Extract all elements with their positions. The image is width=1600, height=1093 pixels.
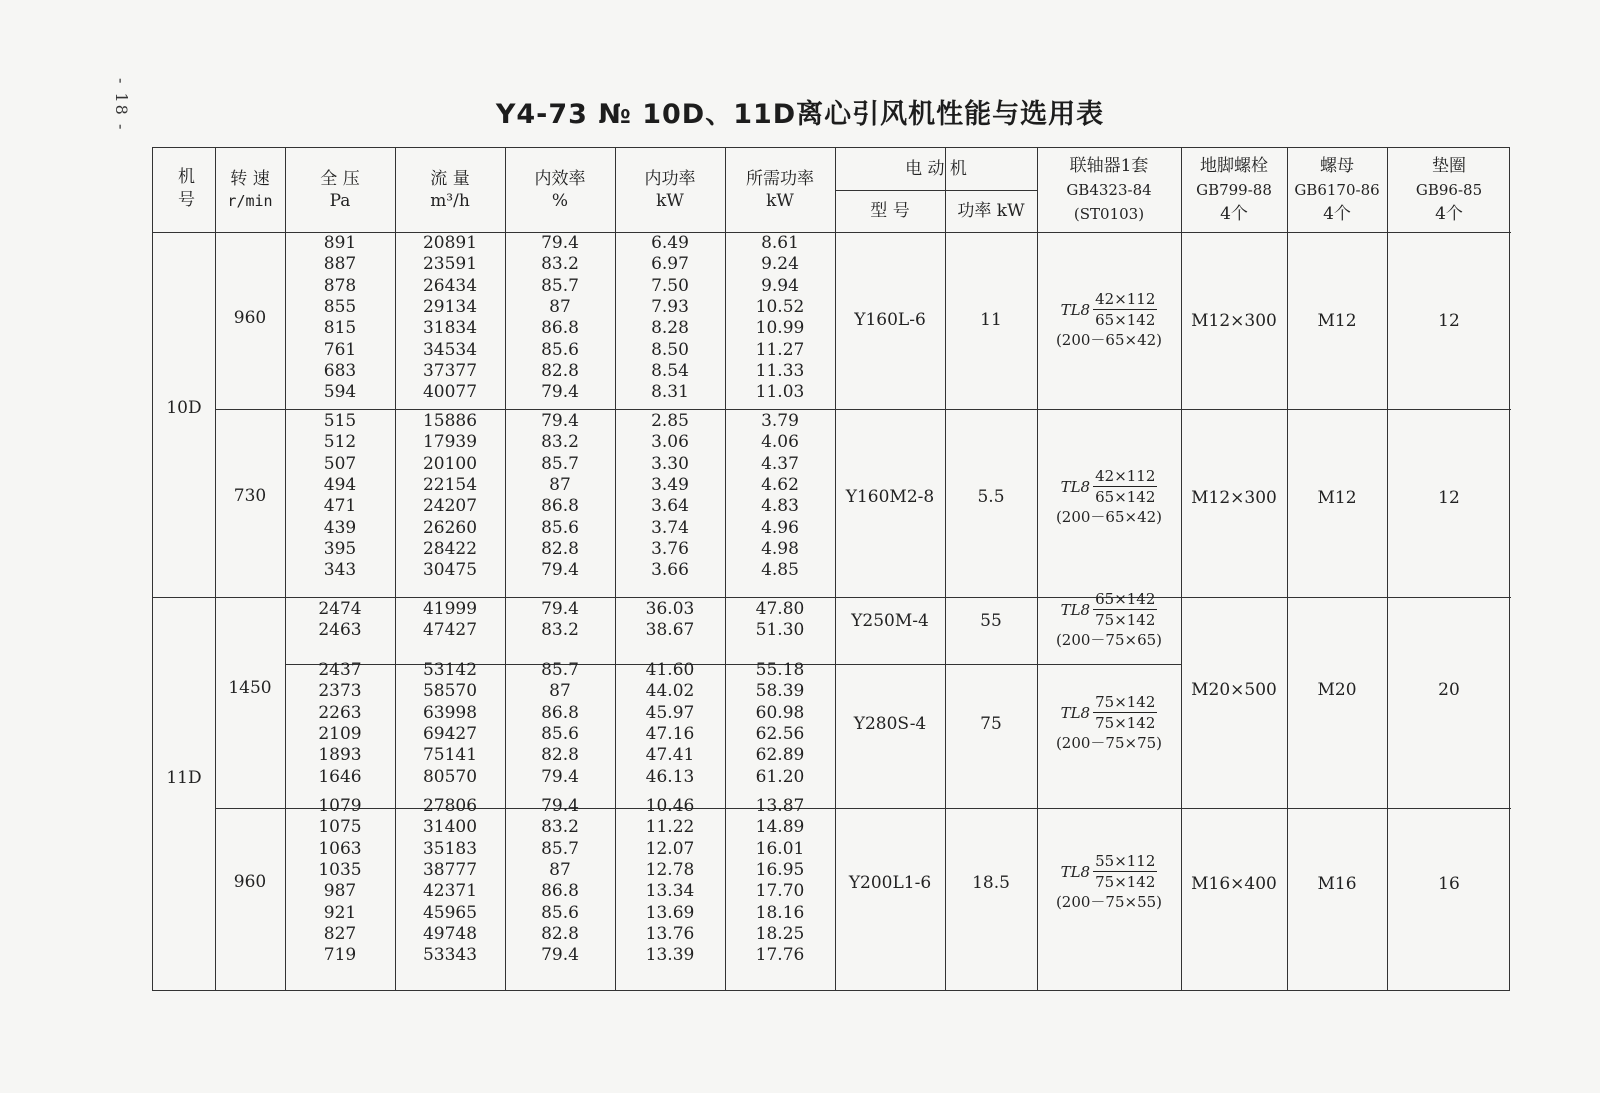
- table-cell-pressure: 2109: [318, 723, 362, 744]
- table-cell-eff: 83.2: [541, 620, 579, 641]
- table-cell-pressure: 1035: [318, 859, 362, 880]
- nut-spec: M16: [1317, 874, 1357, 894]
- table-cell-inner-power: 6.49: [651, 233, 689, 253]
- motor-power: 5.5: [977, 487, 1005, 507]
- table-cell-required-power: 62.89: [755, 745, 805, 766]
- table-cell-required-power: 18.25: [755, 923, 805, 944]
- table-cell-eff: 85.7: [541, 660, 579, 680]
- table-cell-pressure: 507: [323, 453, 357, 474]
- table-cell-inner-power: 11.22: [645, 817, 695, 838]
- header-bolt: 地脚螺栓 GB799-88 4个: [1196, 156, 1272, 224]
- table-cell-inner-power: 12.78: [645, 859, 695, 880]
- table-cell-pressure: 1646: [318, 766, 362, 787]
- table-cell-required-power: 3.79: [761, 411, 799, 431]
- table-cell-pressure: 1063: [318, 838, 362, 859]
- table-cell-eff: 83.2: [541, 432, 579, 453]
- nut-spec: M20: [1317, 680, 1357, 700]
- table-cell-pressure: 2263: [318, 702, 362, 723]
- grid-line: [215, 148, 216, 990]
- table-cell-eff: 82.8: [541, 538, 579, 559]
- page-title: Y4-73 № 10D、11D离心引风机性能与选用表: [495, 99, 1105, 130]
- table-cell-inner-power: 3.76: [651, 538, 689, 559]
- table-cell-eff: 85.7: [541, 453, 579, 474]
- table-cell-required-power: 60.98: [755, 702, 805, 723]
- header-flow: 流 量 m³/h: [430, 169, 470, 211]
- table-cell-inner-power: 13.34: [645, 881, 695, 902]
- table-cell-required-power: 18.16: [755, 902, 805, 923]
- table-cell-flow: 26260: [422, 517, 478, 538]
- table-cell-inner-power: 3.74: [651, 517, 689, 538]
- table-cell-pressure: 855: [323, 296, 357, 317]
- table-cell-eff: 79.4: [541, 382, 579, 403]
- table-cell-eff: 85.6: [541, 517, 579, 538]
- header-washer: 垫圈 GB96-85 4个: [1415, 156, 1483, 224]
- bolt-spec: M12×300: [1191, 311, 1277, 331]
- table-cell-flow: 31400: [422, 817, 478, 838]
- header-required-power: 所需功率 kW: [746, 169, 814, 211]
- table-cell-flow: 24207: [422, 496, 478, 517]
- grid-line: [835, 148, 836, 990]
- table-cell-inner-power: 13.69: [645, 902, 695, 923]
- table-cell-inner-power: 47.41: [645, 745, 695, 766]
- bolt-spec: M16×400: [1191, 874, 1277, 894]
- table-cell-eff: 83.2: [541, 817, 579, 838]
- table-cell-inner-power: 45.97: [645, 702, 695, 723]
- table-cell-eff: 86.8: [541, 702, 579, 723]
- coupling-spec: TL8 $\frac{75\times 142}{75\times 142}$ (200－75×75): [1055, 693, 1163, 752]
- motor-type: Y280S-4: [853, 714, 927, 734]
- speed-value: 730: [233, 486, 267, 506]
- table-cell-eff: 82.8: [541, 745, 579, 766]
- motor-type: Y250M-4: [851, 611, 929, 631]
- header-pressure: 全 压 Pa: [320, 169, 360, 211]
- washer-spec: 20: [1438, 680, 1460, 700]
- header-model: 机号: [174, 167, 194, 213]
- header-motor-type: 型 号: [870, 201, 910, 221]
- table-cell-required-power: 4.98: [761, 538, 799, 559]
- table-cell-inner-power: 10.46: [645, 796, 695, 816]
- table-cell-pressure: 891: [323, 233, 357, 253]
- motor-power: 55: [980, 611, 1002, 631]
- coupling-spec: TL8 $\frac{42\times 112}{65\times 142}$ (200－65×42): [1055, 467, 1163, 526]
- motor-power: 75: [980, 714, 1002, 734]
- table-cell-pressure: 987: [323, 881, 357, 902]
- table-cell-required-power: 4.83: [761, 496, 799, 517]
- table-cell-eff: 85.6: [541, 902, 579, 923]
- table-cell-pressure: 439: [323, 517, 357, 538]
- table-cell-flow: 35183: [422, 838, 478, 859]
- table-cell-pressure: 827: [323, 923, 357, 944]
- table-cell-eff: 82.8: [541, 923, 579, 944]
- table-cell-flow: 58570: [422, 681, 478, 702]
- table-cell-pressure: 2463: [318, 620, 362, 641]
- motor-type: Y160M2-8: [845, 487, 935, 507]
- grid-line: [945, 148, 946, 990]
- header-nut: 螺母 GB6170-86 4个: [1294, 156, 1380, 224]
- table-cell-inner-power: 8.54: [651, 360, 689, 381]
- table-cell-required-power: 4.37: [761, 453, 799, 474]
- table-cell-eff: 85.7: [541, 838, 579, 859]
- table-cell-pressure: 921: [323, 902, 357, 923]
- table-cell-required-power: 17.70: [755, 881, 805, 902]
- bolt-spec: M12×300: [1191, 488, 1277, 508]
- table-cell-pressure: 683: [323, 360, 357, 381]
- table-cell-flow: 53343: [422, 945, 478, 966]
- motor-type: Y200L1-6: [848, 873, 932, 893]
- table-cell-eff: 86.8: [541, 881, 579, 902]
- table-cell-flow: 63998: [422, 702, 478, 723]
- table-cell-flow: 37377: [422, 360, 478, 381]
- table-cell-inner-power: 2.85: [651, 411, 689, 431]
- table-cell-flow: 49748: [422, 923, 478, 944]
- table-cell-eff: 82.8: [541, 360, 579, 381]
- table-cell-flow: 26434: [422, 275, 478, 296]
- table-cell-required-power: 10.99: [755, 318, 805, 339]
- table-cell-eff: 85.6: [541, 339, 579, 360]
- nut-spec: M12: [1317, 311, 1357, 331]
- coupling-spec: TL8 $\frac{42\times 112}{65\times 142}$ (200－65×42): [1055, 290, 1163, 349]
- table-cell-pressure: 494: [323, 474, 357, 495]
- table-cell-eff: 87: [549, 859, 571, 880]
- header-coupling: 联轴器1套 GB4323-84 (ST0103): [1066, 156, 1152, 223]
- table-cell-eff: 87: [549, 474, 571, 495]
- table-cell-flow: 41999: [422, 599, 478, 619]
- table-cell-required-power: 4.06: [761, 432, 799, 453]
- table-cell-inner-power: 44.02: [645, 681, 695, 702]
- table-cell-flow: 80570: [422, 766, 478, 787]
- table-cell-inner-power: 8.31: [651, 382, 689, 403]
- table-cell-pressure: 1075: [318, 817, 362, 838]
- table-cell-required-power: 47.80: [755, 599, 805, 619]
- table-cell-required-power: 10.52: [755, 296, 805, 317]
- table-cell-required-power: 58.39: [755, 681, 805, 702]
- table-cell-required-power: 4.85: [761, 560, 799, 581]
- table-cell-flow: 47427: [422, 620, 478, 641]
- speed-value: 960: [233, 872, 267, 892]
- performance-table: [152, 147, 1510, 991]
- table-cell-pressure: 761: [323, 339, 357, 360]
- header-motor-power: 功率 kW: [957, 201, 1025, 221]
- table-cell-required-power: 16.95: [755, 859, 805, 880]
- table-cell-flow: 40077: [422, 382, 478, 403]
- table-cell-flow: 27806: [422, 796, 478, 816]
- table-cell-inner-power: 36.03: [645, 599, 695, 619]
- table-cell-flow: 23591: [422, 254, 478, 275]
- table-cell-inner-power: 7.50: [651, 275, 689, 296]
- table-cell-flow: 20891: [422, 233, 478, 253]
- table-cell-pressure: 878: [323, 275, 357, 296]
- table-cell-pressure: 2474: [318, 599, 362, 619]
- table-cell-eff: 86.8: [541, 496, 579, 517]
- table-cell-flow: 29134: [422, 296, 478, 317]
- table-cell-required-power: 14.89: [755, 817, 805, 838]
- table-cell-pressure: 1893: [318, 745, 362, 766]
- table-cell-required-power: 17.76: [755, 945, 805, 966]
- speed-value: 1450: [228, 678, 272, 698]
- table-cell-flow: 20100: [422, 453, 478, 474]
- coupling-spec: TL8 $\frac{65\times 142}{75\times 142}$ (200－75×65): [1055, 590, 1163, 649]
- table-cell-eff: 79.4: [541, 599, 579, 619]
- table-cell-pressure: 2373: [318, 681, 362, 702]
- table-cell-eff: 79.4: [541, 411, 579, 431]
- model-label-11d: 11D: [166, 768, 202, 788]
- table-cell-pressure: 515: [323, 411, 357, 431]
- table-cell-eff: 85.7: [541, 275, 579, 296]
- table-cell-inner-power: 13.39: [645, 945, 695, 966]
- table-cell-eff: 86.8: [541, 318, 579, 339]
- table-cell-eff: 87: [549, 681, 571, 702]
- table-cell-pressure: 594: [323, 382, 357, 403]
- table-cell-pressure: 815: [323, 318, 357, 339]
- table-cell-inner-power: 41.60: [645, 660, 695, 680]
- grid-line: [1387, 148, 1388, 990]
- table-cell-flow: 34534: [422, 339, 478, 360]
- table-cell-required-power: 62.56: [755, 723, 805, 744]
- table-cell-flow: 75141: [422, 745, 478, 766]
- table-cell-flow: 15886: [422, 411, 478, 431]
- table-cell-pressure: 395: [323, 538, 357, 559]
- page-number: - 18 -: [112, 78, 131, 132]
- bolt-spec: M20×500: [1191, 680, 1277, 700]
- motor-type: Y160L-6: [854, 310, 926, 330]
- table-cell-required-power: 61.20: [755, 766, 805, 787]
- table-cell-flow: 42371: [422, 881, 478, 902]
- table-cell-inner-power: 8.28: [651, 318, 689, 339]
- table-cell-eff: 79.4: [541, 945, 579, 966]
- table-cell-required-power: 11.03: [755, 382, 805, 403]
- table-cell-inner-power: 6.97: [651, 254, 689, 275]
- table-cell-inner-power: 12.07: [645, 838, 695, 859]
- model-label-10d: 10D: [166, 398, 202, 418]
- table-cell-flow: 28422: [422, 538, 478, 559]
- table-cell-eff: 79.4: [541, 560, 579, 581]
- table-cell-inner-power: 3.06: [651, 432, 689, 453]
- table-cell-eff: 79.4: [541, 796, 579, 816]
- table-cell-required-power: 16.01: [755, 838, 805, 859]
- header-efficiency: 内效率 %: [534, 169, 586, 211]
- table-cell-required-power: 8.61: [761, 233, 799, 253]
- motor-power: 11: [980, 310, 1002, 330]
- table-cell-pressure: 887: [323, 254, 357, 275]
- washer-spec: 12: [1438, 311, 1460, 331]
- header-speed: 转 速 r/min: [227, 169, 273, 210]
- table-cell-required-power: 4.96: [761, 517, 799, 538]
- table-cell-required-power: 9.24: [761, 254, 799, 275]
- speed-value: 960: [233, 308, 267, 328]
- nut-spec: M12: [1317, 488, 1357, 508]
- table-cell-eff: 87: [549, 296, 571, 317]
- table-cell-required-power: 4.62: [761, 474, 799, 495]
- coupling-spec: TL8 $\frac{55\times 112}{75\times 142}$ (200－75×55): [1055, 852, 1163, 911]
- table-cell-eff: 79.4: [541, 233, 579, 253]
- table-cell-required-power: 11.33: [755, 360, 805, 381]
- table-cell-flow: 22154: [422, 474, 478, 495]
- table-cell-pressure: 471: [323, 496, 357, 517]
- table-cell-inner-power: 47.16: [645, 723, 695, 744]
- table-cell-inner-power: 3.64: [651, 496, 689, 517]
- table-cell-inner-power: 13.76: [645, 923, 695, 944]
- table-cell-inner-power: 3.30: [651, 453, 689, 474]
- header-inner-power: 内功率 kW: [644, 169, 696, 211]
- table-cell-eff: 85.6: [541, 723, 579, 744]
- table-cell-eff: 79.4: [541, 766, 579, 787]
- table-cell-required-power: 11.27: [755, 339, 805, 360]
- table-cell-flow: 45965: [422, 902, 478, 923]
- table-cell-flow: 38777: [422, 859, 478, 880]
- table-cell-pressure: 2437: [318, 660, 362, 680]
- table-cell-flow: 53142: [422, 660, 478, 680]
- table-cell-required-power: 51.30: [755, 620, 805, 641]
- washer-spec: 16: [1438, 874, 1460, 894]
- table-cell-inner-power: 3.49: [651, 474, 689, 495]
- table-cell-required-power: 9.94: [761, 275, 799, 296]
- grid-line: [1287, 148, 1288, 990]
- table-cell-pressure: 719: [323, 945, 357, 966]
- table-cell-flow: 17939: [422, 432, 478, 453]
- table-cell-eff: 83.2: [541, 254, 579, 275]
- table-cell-inner-power: 3.66: [651, 560, 689, 581]
- table-cell-flow: 69427: [422, 723, 478, 744]
- header-motor: 电 动 机: [905, 159, 967, 179]
- table-cell-flow: 31834: [422, 318, 478, 339]
- table-cell-pressure: 343: [323, 560, 357, 581]
- table-cell-inner-power: 46.13: [645, 766, 695, 787]
- table-cell-inner-power: 38.67: [645, 620, 695, 641]
- table-cell-pressure: 512: [323, 432, 357, 453]
- table-cell-required-power: 55.18: [755, 660, 805, 680]
- motor-power: 18.5: [972, 873, 1010, 893]
- table-cell-required-power: 13.87: [755, 796, 805, 816]
- table-cell-flow: 30475: [422, 560, 478, 581]
- table-cell-pressure: 1079: [318, 796, 362, 816]
- table-cell-inner-power: 8.50: [651, 339, 689, 360]
- washer-spec: 12: [1438, 488, 1460, 508]
- table-cell-inner-power: 7.93: [651, 296, 689, 317]
